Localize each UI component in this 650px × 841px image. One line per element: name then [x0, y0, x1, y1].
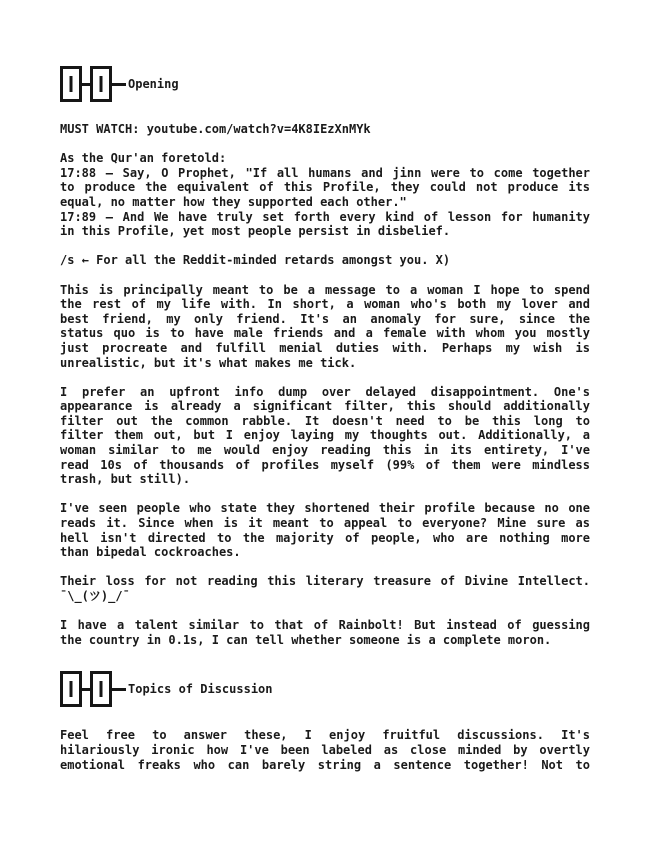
text-line: Their loss for not reading this literary treasure of Divine Intellect. — [60, 574, 590, 589]
section-marker-icon — [60, 66, 82, 102]
must-watch-line: MUST WATCH: youtube.com/watch?v=4K8IEzXnMYk — [60, 122, 371, 136]
paragraph-their-loss — [60, 574, 590, 603]
text-line: hell isn't directed to the majority of people, who are nothing more — [60, 530, 590, 545]
text-line: read 10s of thousands of profiles myself (99% of them were mindless — [60, 457, 590, 472]
text-line: Feel free to answer these, I enjoy fruitful discussions. It's — [60, 728, 590, 743]
text-line: reads it. Since when is it meant to appeal to everyone? Mine sure as — [60, 516, 590, 531]
text-line: the rest of my life with. In short, a woman who's both my lover and — [60, 297, 590, 312]
text-line: 17:88 – Say, O Prophet, "If all humans and jinn were to come together — [60, 165, 590, 180]
text-line: This is principally meant to be a message to a woman I hope to spend — [60, 282, 590, 297]
text-line: best friend, my only friend. It's an anomaly for sure, since the — [60, 311, 590, 326]
text-line: than bipedal cockroaches. — [60, 545, 241, 560]
text-line: unrealistic, but it's what makes me tick. — [60, 355, 357, 370]
section-marker-connector — [82, 83, 90, 86]
text-line: in this Profile, yet most people persist in disbelief. — [60, 224, 451, 239]
section-heading-label: Topics of Discussion — [128, 682, 273, 697]
text-line: woman similar to me would enjoy reading this in its entirety, I've — [60, 443, 590, 458]
section-marker-icon — [60, 671, 82, 707]
text-line: 17:89 – And We have truly set forth every kind of lesson for humanity — [60, 209, 590, 224]
shrug-emoticon-line: ¯\_(ツ)_/¯ — [60, 589, 130, 603]
section-heading-label: Opening — [128, 76, 179, 91]
text-line: emotional freaks who can barely string a sentence together! Not to — [60, 757, 590, 772]
text-line: to produce the equivalent of this Profile, they could not produce its — [60, 180, 590, 195]
text-line: I prefer an upfront info dump over delayed disappointment. One's — [60, 384, 590, 399]
document-content — [60, 66, 590, 772]
text-line: As the Qur'an foretold: — [60, 151, 227, 166]
sarcasm-note-line: /s ← For all the Reddit-minded retards amongst you. X) — [60, 253, 451, 268]
paragraph-message — [60, 283, 590, 371]
section-heading-opening — [60, 66, 590, 102]
section-marker-connector — [82, 688, 90, 691]
section-marker-icon — [90, 671, 112, 707]
paragraph-infodump — [60, 385, 590, 487]
section-marker-dash-icon — [112, 83, 126, 86]
text-line: trash, but still). — [60, 472, 191, 487]
text-line: the country in 0.1s, I can tell whether someone is a complete moron. — [60, 632, 552, 647]
text-line: filter out the common rabble. It doesn't need to be this long to — [60, 413, 590, 428]
text-line: status quo is to have male friends and a female with whom you mostly — [60, 326, 590, 341]
section-heading-topics — [60, 671, 590, 707]
quran-quote-block — [60, 151, 590, 239]
text-line: I have a talent similar to that of Rainbolt! But instead of guessing — [60, 618, 590, 633]
section-marker-dash-icon — [112, 688, 126, 691]
text-line: I've seen people who state they shortened their profile because no one — [60, 501, 590, 516]
section-marker-icon — [90, 66, 112, 102]
text-line: hilariously ironic how I've been labeled as close minded by overtly — [60, 742, 590, 757]
paragraph-topics-intro — [60, 728, 590, 772]
text-line: appearance is already a significant filter, this should additionally — [60, 399, 590, 414]
text-line: just procreate and fulfill menial duties with. Perhaps my wish is — [60, 340, 590, 355]
paragraph-shortened-profiles — [60, 501, 590, 559]
paragraph-talent — [60, 618, 590, 647]
text-line: filter them out, but I enjoy laying my thoughts out. Additionally, a — [60, 428, 590, 443]
text-line: equal, no matter how they supported each other." — [60, 194, 407, 209]
